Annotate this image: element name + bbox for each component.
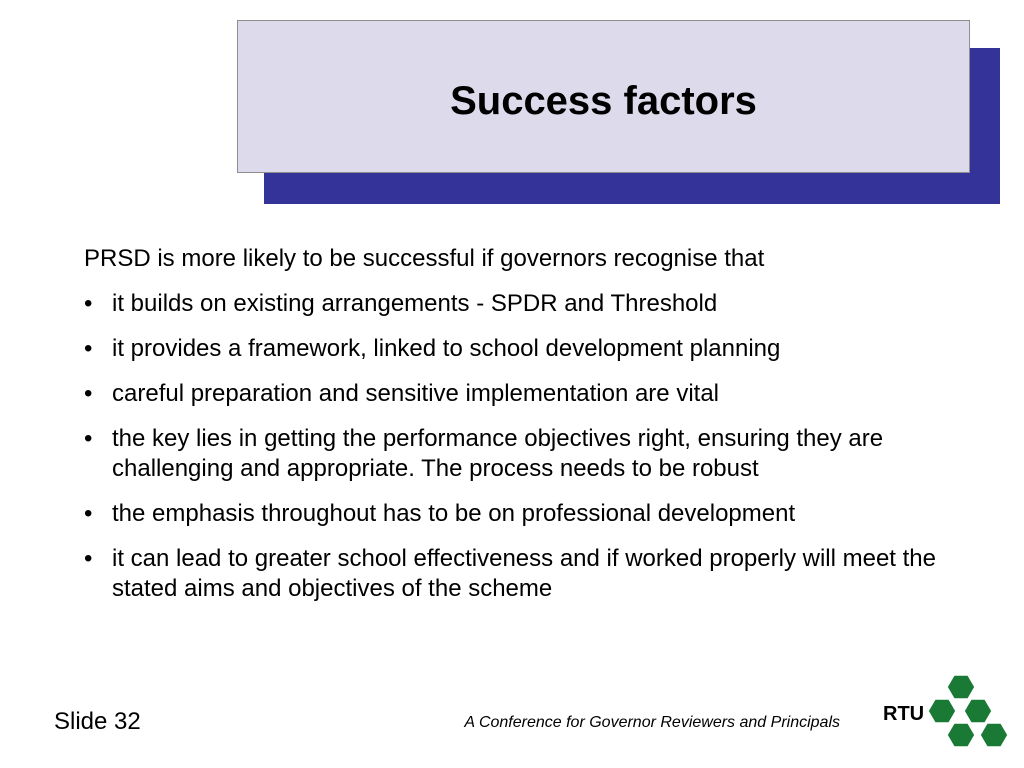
conference-footer: A Conference for Governor Reviewers and Principals xyxy=(464,714,840,731)
bullet-text: it can lead to greater school effectiveness and if worked properly will meet the stated aims and objectives of the scheme xyxy=(112,545,936,602)
slide-title-wrap xyxy=(238,78,969,124)
bullet-dot: • xyxy=(84,380,93,407)
bullet-item xyxy=(84,424,944,484)
bullet-dot: • xyxy=(84,500,93,527)
bullet-item xyxy=(84,334,944,364)
slide-number: Slide 32 xyxy=(54,708,141,735)
bullet-dot: • xyxy=(84,425,93,452)
logo-text: RTU xyxy=(883,703,925,725)
bullet-item xyxy=(84,289,944,319)
bullet-text: it builds on existing arrangements - SPDR and Threshold xyxy=(112,290,718,317)
slide-body xyxy=(84,244,944,619)
bullet-dot: • xyxy=(84,290,93,317)
bullet-item xyxy=(84,499,944,529)
bullet-text: it provides a framework, linked to school development planning xyxy=(112,335,781,362)
bullet-text: careful preparation and sensitive implementation are vital xyxy=(112,380,719,407)
bullet-dot: • xyxy=(84,545,93,572)
bullet-text: the key lies in getting the performance objectives right, ensuring they are challenging and appropriate. The process needs to be robust xyxy=(112,425,884,482)
slide-title: Success factors xyxy=(450,79,757,123)
bullet-list xyxy=(84,289,944,604)
bullet-item xyxy=(84,544,944,604)
rtu-logo xyxy=(880,670,1020,760)
bullet-text: the emphasis throughout has to be on professional development xyxy=(112,500,796,527)
intro-text: PRSD is more likely to be successful if governors recognise that xyxy=(84,245,765,272)
bullet-dot: • xyxy=(84,335,93,362)
hexagon-cluster-logo-icon xyxy=(928,675,1008,747)
title-box xyxy=(237,20,970,173)
bullet-item xyxy=(84,379,944,409)
